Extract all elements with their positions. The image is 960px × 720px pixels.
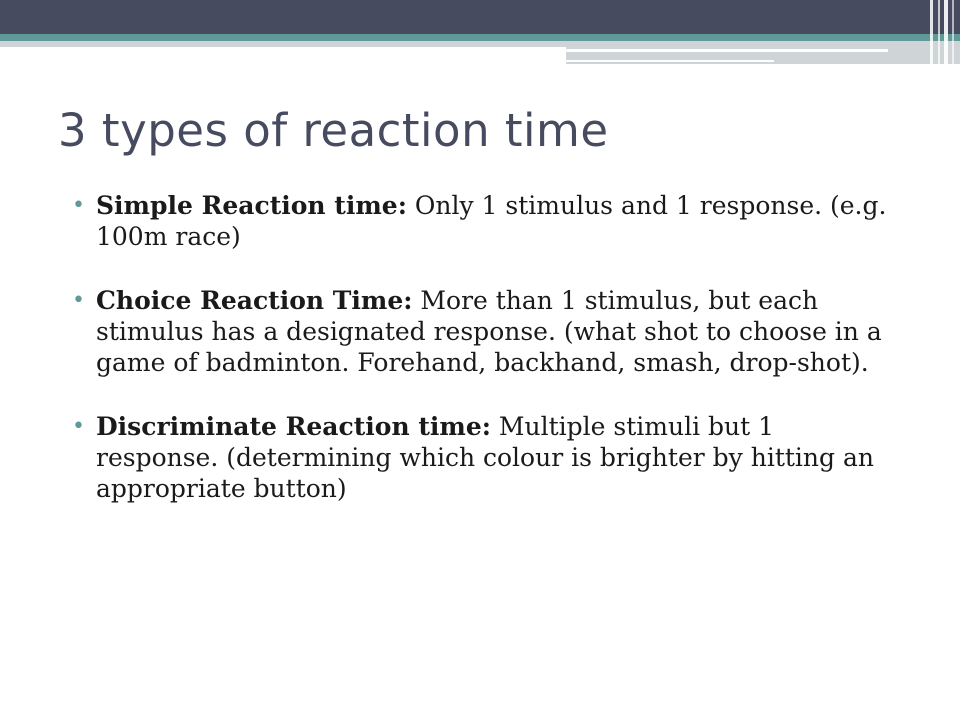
slide-title: 3 types of reaction time [58,104,609,157]
bullet-item-discriminate [72,411,892,504]
bullet-text: Multiple stimuli but 1 response. (determining which colour is brighter by hitting an appropriate button) [96,412,874,503]
bullet-text: More than 1 stimulus, but each stimulus has a designated response. (what shot to choose in a game of badminton. Forehand, backhand, smash, drop-shot). [96,286,882,377]
header-stripe [952,0,954,66]
bullet-term: Simple Reaction time: [96,191,407,220]
bullet-term: Discriminate Reaction time: [96,412,491,441]
header-accent-line [566,49,888,52]
header-stripe [938,0,940,66]
header-accent-line-short [566,60,774,62]
bullet-item-choice [72,285,892,378]
bullet-dot-icon: • [72,193,85,218]
bullet-dot-icon: • [72,414,85,439]
header-stripe [930,0,933,66]
bullet-item-simple [72,190,892,252]
bullet-list [72,190,892,537]
bullet-text: Only 1 stimulus and 1 response. (e.g. 100m race) [96,191,887,251]
header-band-dark [0,0,960,34]
bullet-dot-icon: • [72,288,85,313]
bullet-term: Choice Reaction Time: [96,286,413,315]
header-band-teal [0,34,960,41]
header-stripe [944,0,948,66]
